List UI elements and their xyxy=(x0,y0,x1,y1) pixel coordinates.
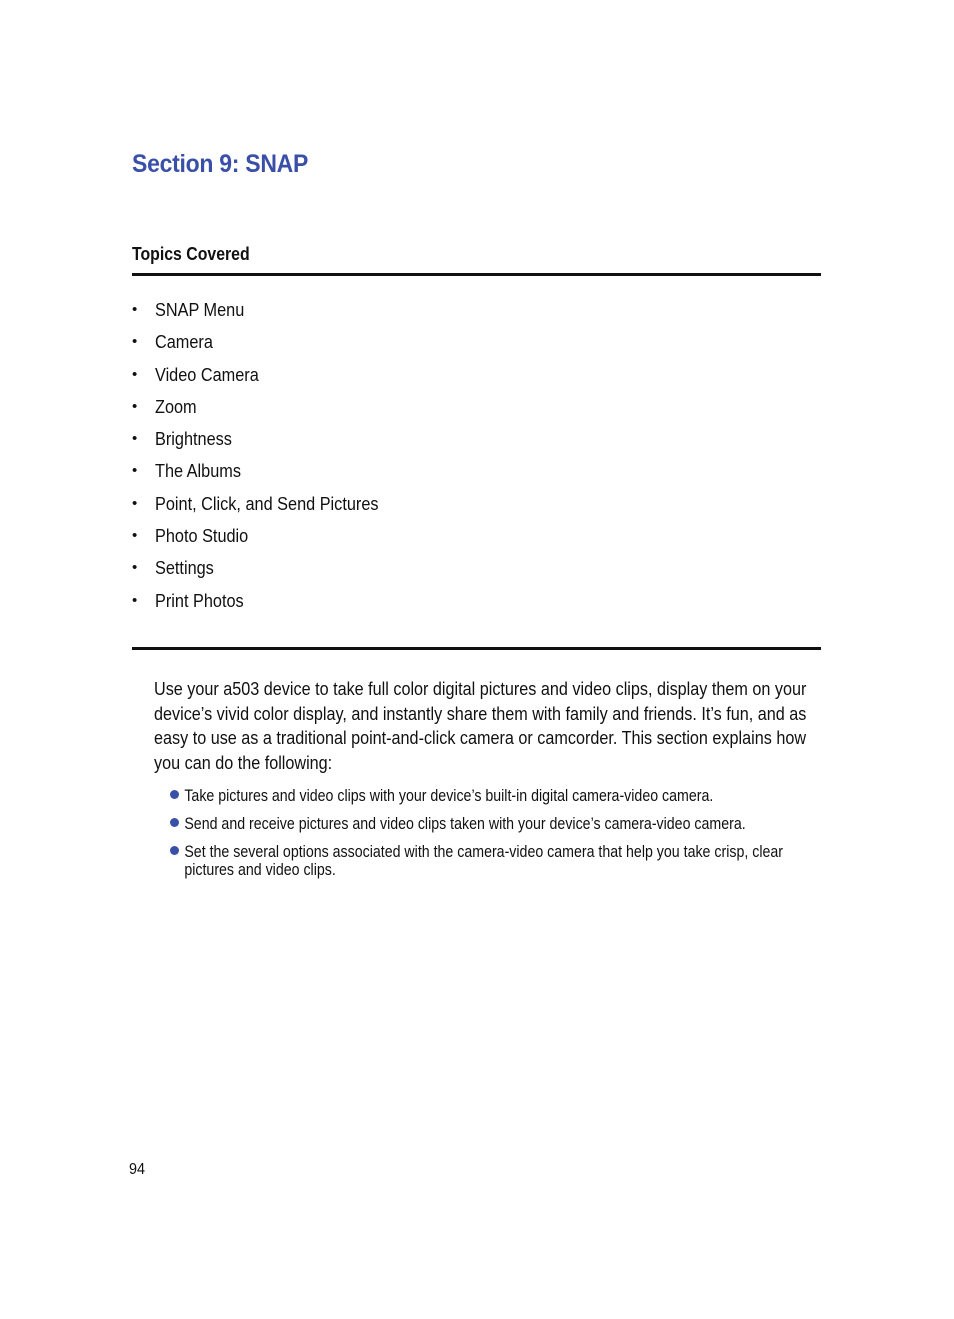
topic-label: Print Photos xyxy=(155,589,244,611)
list-item xyxy=(168,787,928,805)
task-list xyxy=(168,787,928,889)
bullet-icon: • xyxy=(132,494,138,512)
bullet-icon: • xyxy=(132,559,138,577)
task-text: Take pictures and video clips with your device’s built-in digital camera-video camera. xyxy=(184,787,714,805)
topic-label: Zoom xyxy=(155,395,197,417)
topic-label: Photo Studio xyxy=(155,525,249,547)
bullet-icon: • xyxy=(132,397,138,415)
bullet-icon: • xyxy=(132,430,138,448)
topic-label: Settings xyxy=(155,557,214,579)
task-text: Set the several options associated with the camera-video camera that help you take crisp, clear pictures and video clips. xyxy=(184,843,784,879)
page-number: 94 xyxy=(129,1161,146,1178)
page-title: Section 9: SNAP xyxy=(132,150,309,178)
topics-top-divider xyxy=(132,273,821,276)
bullet-icon: • xyxy=(132,365,138,383)
bullet-icon: • xyxy=(132,462,138,480)
bullet-icon: • xyxy=(132,527,138,545)
list-item xyxy=(168,843,928,879)
topic-label: Camera xyxy=(155,331,213,353)
bullet-icon: • xyxy=(132,591,138,609)
topic-label: Brightness xyxy=(155,428,232,450)
list-item xyxy=(168,815,928,833)
task-text: Send and receive pictures and video clips taken with your device’s camera-video camera. xyxy=(184,815,746,833)
topics-heading: Topics Covered xyxy=(132,244,250,264)
topic-label: Video Camera xyxy=(155,363,259,385)
topic-label: The Albums xyxy=(155,460,241,482)
topics-bottom-divider xyxy=(132,647,821,650)
bullet-icon: • xyxy=(132,301,138,318)
intro-paragraph: Use your a503 device to take full color digital pictures and video clips, display them on your device’s vivid color display, and instantly share them with family and friends. It’s fun, and as easy to use as a traditional point-and-click camera or camcorder. This section explains how you can do the following: xyxy=(154,678,807,773)
topic-label: SNAP Menu xyxy=(155,299,245,320)
topic-label: Point, Click, and Send Pictures xyxy=(155,492,379,514)
bullet-icon: • xyxy=(132,333,138,351)
